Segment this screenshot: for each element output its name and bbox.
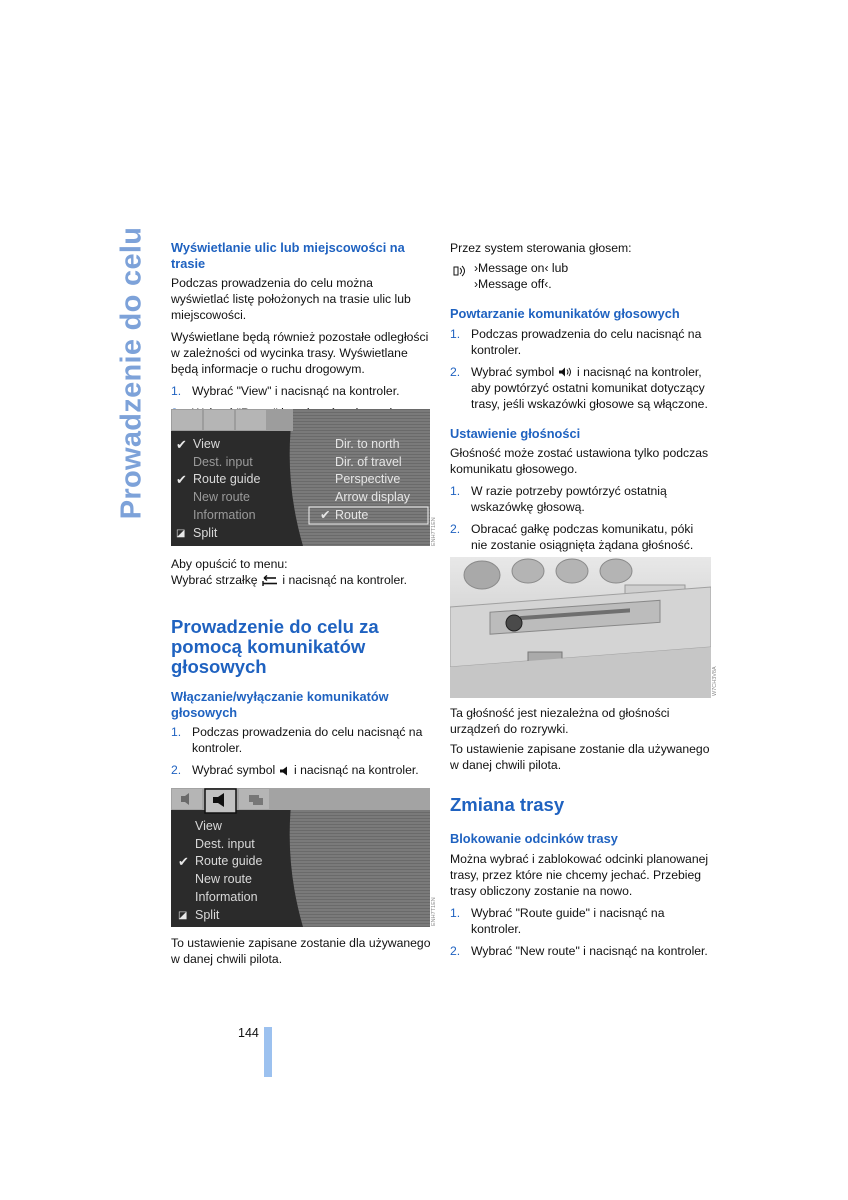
back-arrow-icon [261,575,279,587]
right-column: Przez system sterowania głosem: ›Message on‹ lub ›Message off‹. Powtarzanie komunikatów głosowych 1. Podczas prowadzenia do celu nacisnąć na kontroler. 2. Wybrać symbol i nacisnąć na kontroler, aby powtórzyć ostatni komunikat dotyczący trasy, jeśli wskazówki głosowe są włączone. Ustawienie głośności Głośność może zostać ustawiona tylko podczas komunikatu głosowego. 1. W razie potrzeby powtórzyć ostatnią wskazówkę głosową. 2. Obracać gałkę podczas komunikatu, póki nie zostanie osiągnięta żądana głośność. [450,240,712,559]
menu-item-split[interactable]: ◪ Split [171,525,260,543]
paragraph: Wyświetlane będą również pozostałe odległości w zależności od wycinka trasy. Wyświetlane będą informacje o ruchu drogowym. [171,330,429,376]
menu-item-information[interactable]: Information [193,507,256,522]
menu-item-perspective[interactable]: Perspective [335,472,401,487]
voice-commands: ›Message on‹ lub ›Message off‹. [450,260,712,292]
voice-section [171,617,431,784]
menu-item-dest-input[interactable]: Dest. input [195,836,255,851]
left-menu [171,436,260,542]
image-id: ENH7T1EN [431,897,437,926]
check-icon: ✔ [178,854,189,870]
heading-volume: Ustawienie głośności [450,425,581,441]
list-item: 1. Wybrać "View" i nacisnąć na kontroler. [171,384,400,398]
check-icon: ✔ [176,437,187,452]
exit-instructions: Aby opuścić to menu: Wybrać strzałkę i nacisnąć na kontroler. [171,557,408,587]
heading-block-sections: Blokowanie odcinków trasy [450,831,618,846]
speaker-icon [279,766,291,776]
menu-item-view[interactable]: ✔ View [176,437,220,452]
heading-change-route: Zmiana trasy [450,794,565,815]
list-item: 1. Wybrać "Route guide" i nacisnąć na kontroler. [450,905,665,936]
check-icon: ✔ [176,472,187,488]
right-column-lower: Ta głośność jest niezależna od głośności urządzeń do rozrywki. To ustawienie zapisane zostanie dla używanego w danej chwili pilota. Zmiana trasy Blokowanie odcinków trasy Można wybrać i zablokować odcinki planowanej trasy, przez które nie chcemy jechać. Przebieg trasy obliczony zostanie na nowo. 1. Wybrać "Route guide" i nacisnąć na kontroler. 2. Wybrać "New route" i nacisnąć na kontroler. [450,705,712,965]
heading-voice-guidance: Prowadzenie do celu za pomocą komunikatów głosowych [171,616,379,677]
menu-item-dest-input[interactable]: Dest. input [193,454,253,469]
page-number-bar [264,1027,272,1077]
menu-item-split[interactable]: ◪ Split [173,907,262,925]
menu-item-view[interactable]: View [195,819,222,833]
menu-item-route-guide[interactable]: ✔ Route guide [176,472,261,488]
menu-item-route[interactable]: ✔ Route [335,507,410,525]
navigation-screen-route [171,409,430,546]
split-icon: ◪ [176,527,186,539]
menu-item-new-route[interactable]: New route [195,872,252,887]
heading-on-off: Włączanie/wyłączanie komunikatów głosowych [171,689,389,720]
menu-item-route-guide[interactable]: ✔ Route guide [178,854,263,870]
left-menu [173,818,262,924]
check-icon: ✔ [320,507,331,522]
menu-item-information[interactable]: Information [195,889,258,904]
dashboard-photo [450,557,711,698]
image-id: ENH7T1EN [431,517,437,546]
voice-command-icon [452,264,468,280]
list-item: 2. Wybrać symbol i nacisnąć na kontroler. [171,763,419,777]
menu-item-dir-north[interactable]: Dir. to north [335,437,400,451]
navigation-screen-voice [171,788,430,927]
menu-item-dir-travel[interactable]: Dir. of travel [335,454,402,469]
image-id: W7CH3V8A [712,666,718,696]
page-number: 144 [238,1026,259,1040]
heading-repeat: Powtarzanie komunikatów głosowych [450,306,680,321]
saved-note: To ustawienie zapisane zostanie dla używanego w danej chwili pilota. [171,936,431,966]
menu-item-new-route[interactable]: New route [193,490,250,505]
repeat-speaker-icon [558,367,574,377]
list-item: 1. W razie potrzeby powtórzyć ostatnią wskazówkę głosową. [450,484,667,514]
list-item: 1. Podczas prowadzenia do celu nacisnąć na kontroler. [450,326,702,357]
split-icon: ◪ [178,909,188,921]
menu-item-arrow-display[interactable]: Arrow display [335,490,411,505]
section-side-title: Prowadzenie do celu [115,226,148,520]
left-column [171,240,431,427]
right-menu [320,436,411,525]
list-item: 2. Wybrać symbol i nacisnąć na kontroler, aby powtórzyć ostatni komunikat dotyczący trasy, jeśli wskazówki głosowe są włączone. [450,364,708,411]
heading-streets: Wyświetlanie ulic lub miejscowości na trasie [171,240,405,271]
list-item: 2. Obracać gałkę podczas komunikatu, póki nie zostanie osiągnięta żądana głośność. [450,522,694,552]
list-item: 2. Wybrać "New route" i nacisnąć na kontroler. [450,943,708,958]
paragraph: Podczas prowadzenia do celu można wyświetlać listę położonych na trasie ulic lub miejscowości. [171,276,411,322]
list-item: 1. Podczas prowadzenia do celu nacisnąć na kontroler. [171,725,423,755]
